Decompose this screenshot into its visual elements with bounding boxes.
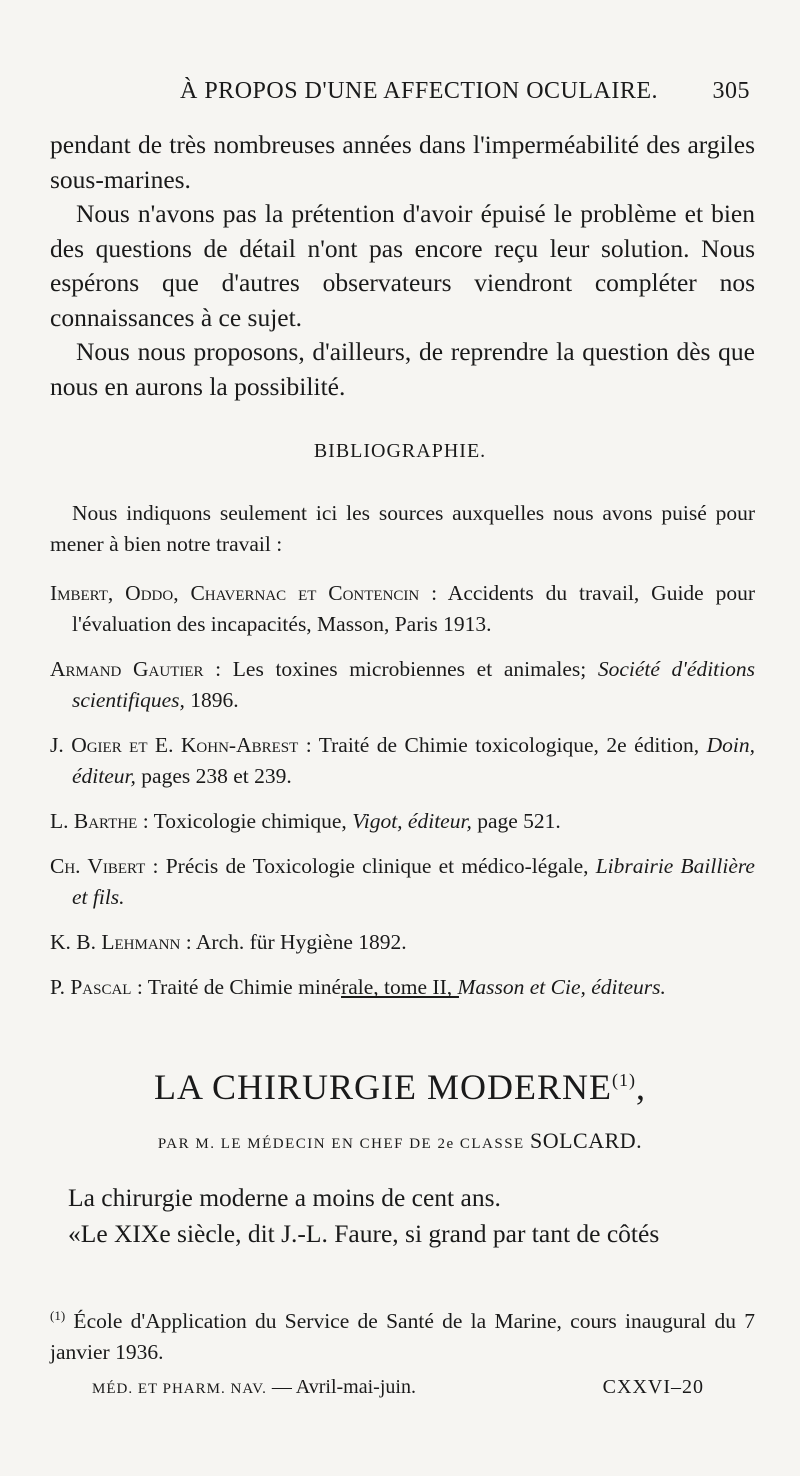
page-signature: [92, 1376, 704, 1406]
bibliography: [50, 498, 755, 1017]
footnote-ref: (1): [612, 1070, 636, 1090]
paragraph: pendant de très nombreuses années dans l'imperméabilité des argiles sous-marines.: [50, 130, 755, 194]
paragraph: Nous nous proposons, d'ailleurs, de reprendre la question dès que nous en aurons la possibilité.: [50, 337, 755, 401]
paragraph: Nous n'avons pas la prétention d'avoir épuisé le problème et bien des questions de détail n'ont pas encore reçu leur solution. Nous espérons que d'autres observateurs viendront compléter nos connaissances à ce sujet.: [50, 199, 755, 332]
intro-text: [50, 128, 755, 404]
entry-publisher: Librairie Baillière et fils.: [72, 854, 755, 909]
bibliography-heading: BIBLIOGRAPHIE.: [313, 440, 487, 462]
entry-author: K. B. Lehmann: [50, 930, 181, 954]
byline: [0, 1128, 800, 1154]
entry-author: Imbert, Oddo, Chavernac et Contencin: [50, 581, 420, 605]
footnote-marker: (1): [50, 1308, 66, 1323]
footnote-text: École d'Application du Service de Santé de la Marine, cours inaugural du 7 janvier 1936.: [50, 1309, 755, 1365]
entry-author: Ch. Vibert: [50, 854, 146, 878]
page-number: 305: [712, 78, 750, 104]
entry-author: P. Pascal: [50, 975, 132, 999]
bibliography-entry: [50, 654, 755, 716]
bibliography-entry: [50, 972, 755, 1003]
byline-prefix: PAR M. LE MÉDECIN EN CHEF DE 2e CLASSE: [157, 1136, 525, 1152]
article-title: LA CHIRURGIE MODERNE$^{(1)}$,: [154, 1067, 646, 1107]
bibliography-entry: [50, 578, 755, 640]
entry-text: : Accidents du travail, Guide pour l'évaluation des incapacités, Masson, Paris 1913.: [72, 581, 755, 636]
running-header: [50, 78, 750, 112]
entry-publisher: Société d'éditions scientifiques,: [72, 657, 755, 712]
entry-publisher: Doin, éditeur,: [72, 733, 755, 788]
article-title-text: LA CHIRURGIE MODERNE: [154, 1067, 612, 1107]
bibliography-entry: [50, 730, 755, 792]
journal-line: [92, 1376, 416, 1399]
author-name: SOLCARD.: [529, 1128, 643, 1153]
article-body: [50, 1180, 755, 1252]
bibliography-entry: [50, 851, 755, 913]
footnote: [50, 1300, 755, 1368]
entry-text: : Arch. für Hygiène 1892.: [180, 930, 407, 954]
entry-text: : Traité de Chimie toxicologique, 2e édition,: [298, 733, 707, 757]
paragraph: La chirurgie moderne a moins de cent ans.: [68, 1183, 501, 1212]
section-divider: [341, 996, 459, 998]
entry-text: : Toxicologie chimique,: [137, 809, 353, 833]
entry-tail: pages 238 et 239.: [135, 764, 292, 788]
bibliography-entry: [50, 806, 755, 837]
entry-text: : Les toxines microbiennes et animales;: [203, 657, 598, 681]
entry-author: Armand Gautier: [50, 657, 204, 681]
entry-publisher: Vigot, éditeur,: [352, 809, 472, 833]
paragraph: «Le XIXe siècle, dit J.-L. Faure, si grand par tant de côtés: [68, 1219, 660, 1248]
sheet-mark: CXXVI–20: [602, 1376, 704, 1398]
running-title: À PROPOS D'UNE AFFECTION OCULAIRE.: [180, 78, 659, 104]
entry-publisher: Masson et Cie, éditeurs.: [457, 975, 666, 999]
bibliography-entry: [50, 927, 755, 958]
entry-tail: page 521.: [471, 809, 561, 833]
journal-abbrev: MÉD. ET PHARM. NAV.: [92, 1381, 267, 1397]
signature-dash: —: [266, 1376, 296, 1398]
entry-text: : Traité de Chimie minérale, tome II,: [131, 975, 458, 999]
entry-text: : Précis de Toxicologie clinique et médico-légale,: [145, 854, 596, 878]
issue-date: Avril-mai-juin.: [295, 1376, 416, 1398]
entry-author: L. Barthe: [50, 809, 138, 833]
entry-tail: 1896.: [184, 688, 239, 712]
bibliography-intro: Nous indiquons seulement ici les sources auxquelles nous avons puisé pour mener à bien notre travail :: [50, 501, 755, 556]
entry-author: J. Ogier et E. Kohn-Abrest: [50, 733, 299, 757]
